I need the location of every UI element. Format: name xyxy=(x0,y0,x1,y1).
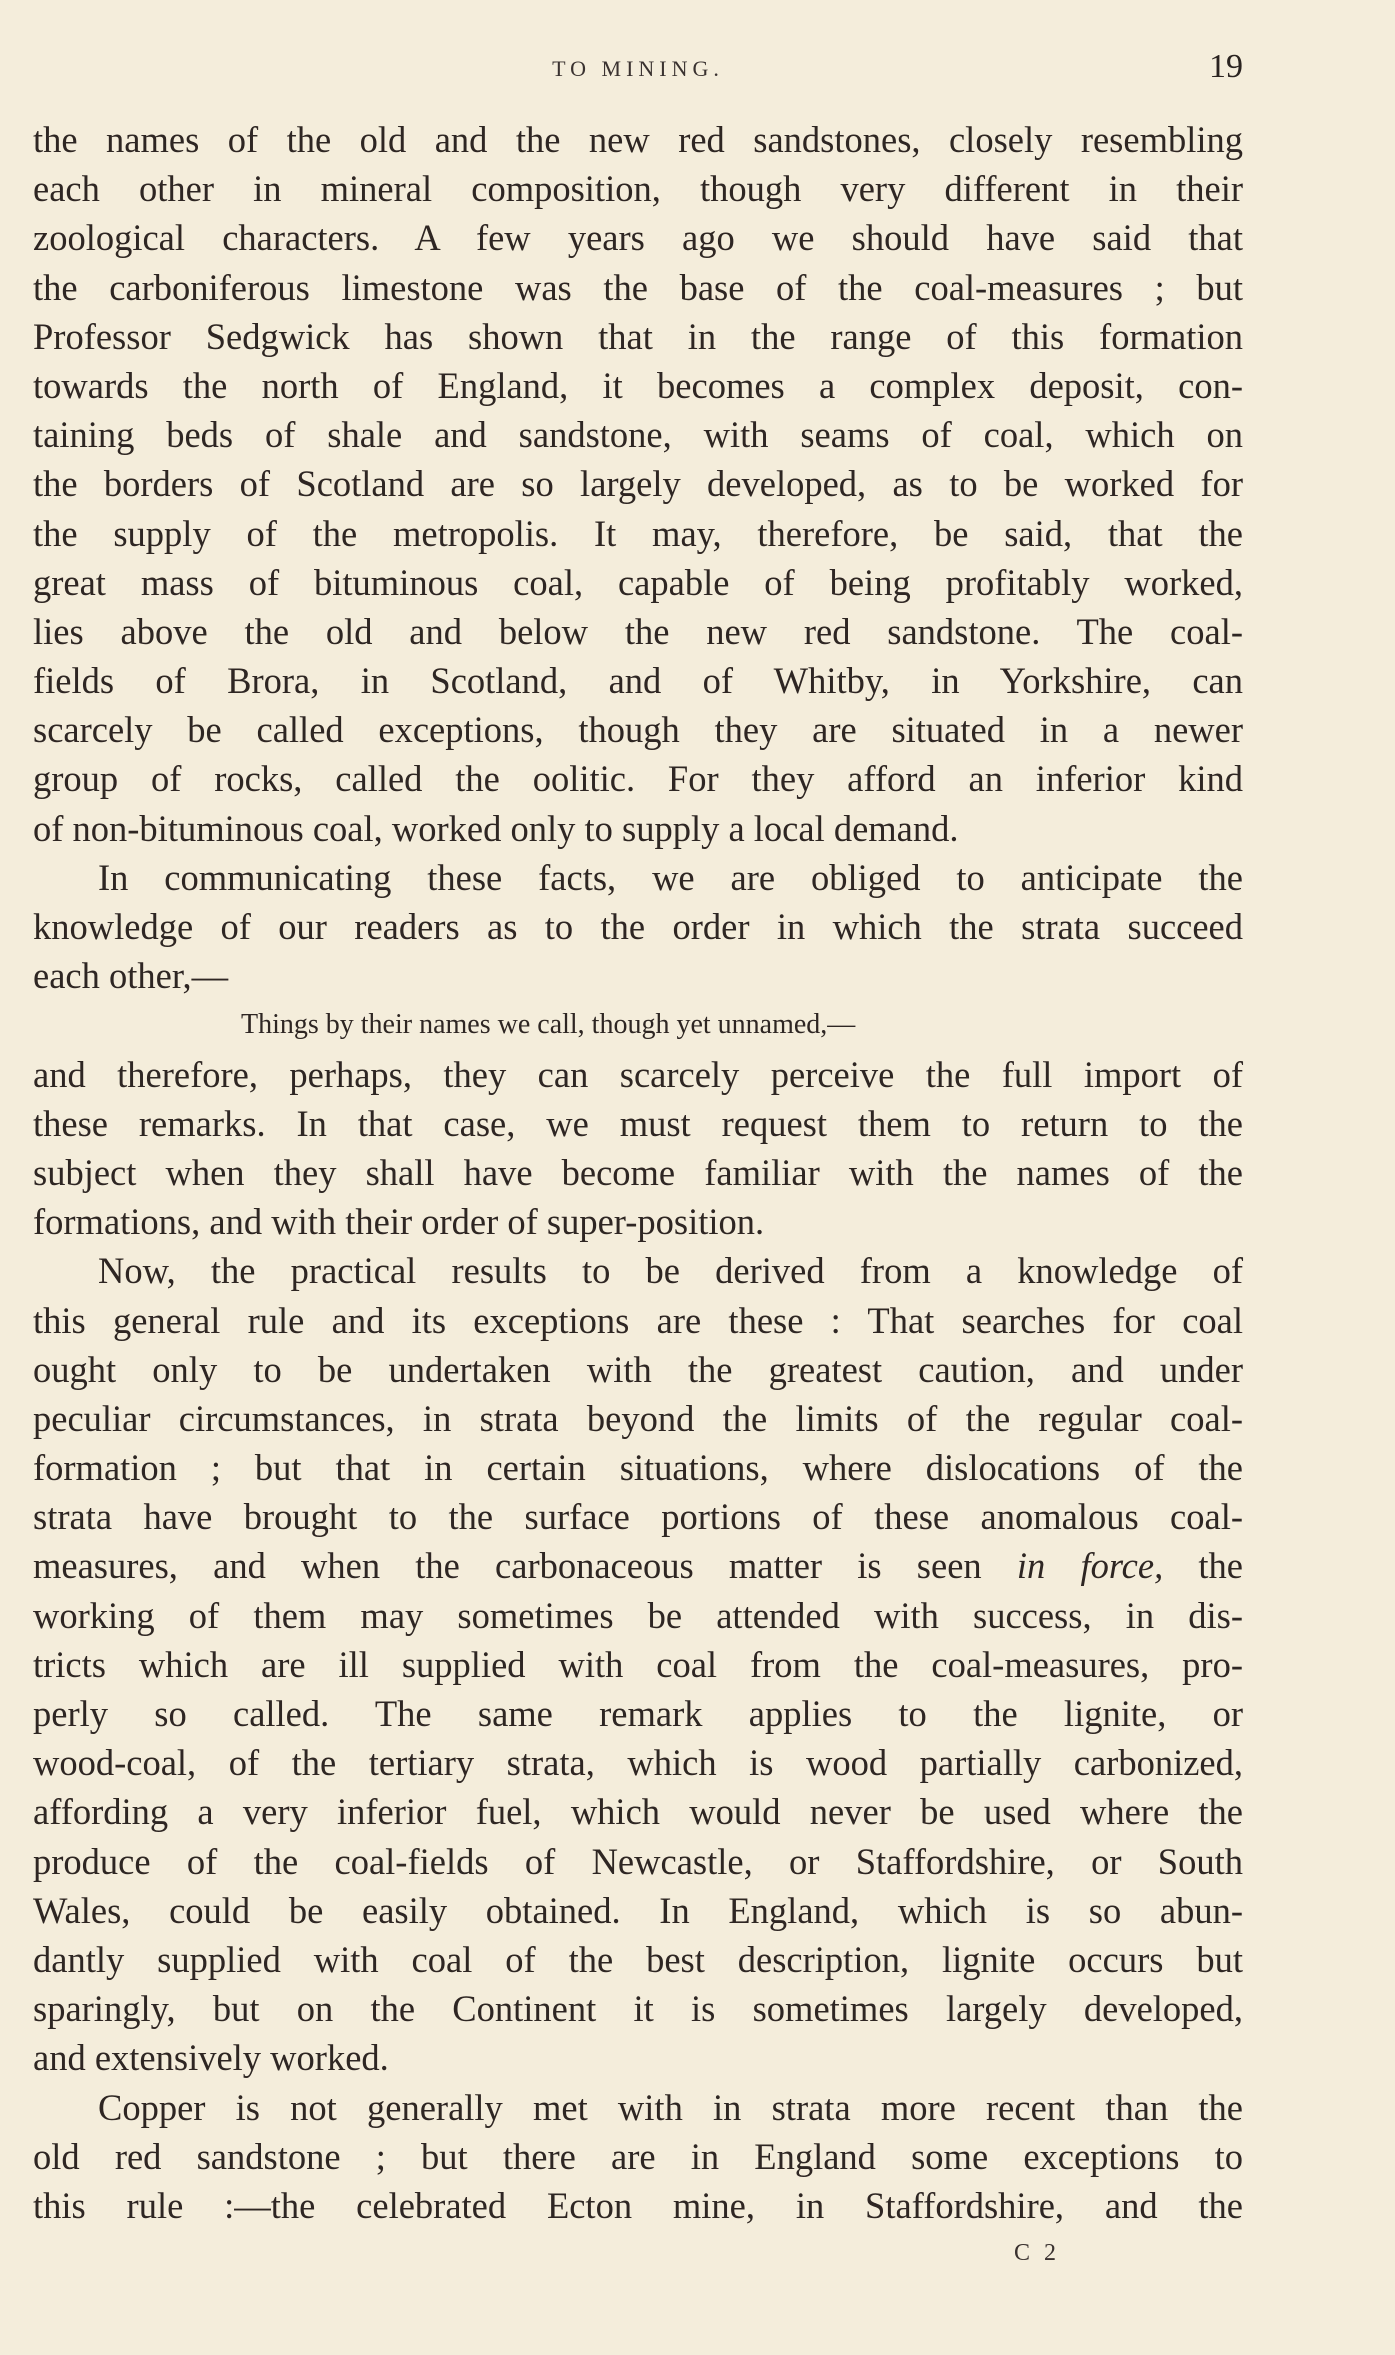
text-line: sparingly, but on the Continent it is sometimes largely developed, xyxy=(33,1988,1243,2030)
text-line: old red sandstone ; but there are in England some exceptions to xyxy=(33,2135,1243,2177)
text-line: and therefore, perhaps, they can scarcely perceive the full import of xyxy=(33,1053,1243,1095)
text-line: group of rocks, called the oolitic. For they afford an inferior kind xyxy=(33,758,1243,800)
text-line-with-italic xyxy=(33,1541,1243,1590)
body-text xyxy=(33,115,1243,2230)
text-line: produce of the coal-fields of Newcastle, or Staffordshire, or South xyxy=(33,1840,1243,1882)
running-title: TO MINING. xyxy=(552,56,724,81)
text-line: subject when they shall have become familiar with the names of the xyxy=(33,1151,1243,1193)
text-line: formation ; but that in certain situations, where dislocations of the xyxy=(33,1447,1243,1489)
text-line: each other in mineral composition, though very different in their xyxy=(33,168,1243,210)
text-line: dantly supplied with coal of the best description, lignite occurs but xyxy=(33,1938,1243,1980)
text-line: towards the north of England, it becomes a complex deposit, con- xyxy=(33,364,1243,406)
text-line: the names of the old and the new red sandstones, closely resembling xyxy=(33,119,1243,160)
text-line: Copper is not generally met with in strata more recent than the xyxy=(98,2086,1243,2128)
text-line: the supply of the metropolis. It may, therefore, be said, that the xyxy=(33,512,1243,554)
text-line: Now, the practical results to be derived from a knowledge of xyxy=(98,1250,1243,1292)
text-line: each other,— xyxy=(33,955,229,997)
text-line: working of them may sometimes be attended with success, in dis- xyxy=(33,1594,1243,1636)
text-line: taining beds of shale and sandstone, with seams of coal, which on xyxy=(33,414,1243,456)
text-line: lies above the old and below the new red sandstone. The coal- xyxy=(33,610,1243,652)
quotation: Things by their names we call, though yet unnamed,— xyxy=(241,1009,856,1041)
page-number: 19 xyxy=(1209,48,1243,85)
text-line: strata have brought to the surface portions of these anomalous coal- xyxy=(33,1496,1243,1538)
text-line: wood-coal, of the tertiary strata, which is wood partially carbonized, xyxy=(33,1742,1243,1784)
text-line: and extensively worked. xyxy=(33,2037,389,2079)
text-line: this rule :—the celebrated Ecton mine, in Staffordshire, and the xyxy=(33,2184,1243,2226)
text-line: the borders of Scotland are so largely developed, as to be worked for xyxy=(33,463,1243,505)
text-line: scarcely be called exceptions, though they are situated in a newer xyxy=(33,709,1243,751)
text-line: ought only to be undertaken with the greatest caution, and under xyxy=(33,1348,1243,1390)
text-line: affording a very inferior fuel, which would never be used where the xyxy=(33,1791,1243,1833)
text-line: In communicating these facts, we are obliged to anticipate the xyxy=(98,856,1243,898)
text-line: great mass of bituminous coal, capable of being profitably worked, xyxy=(33,561,1243,603)
text-line: the carboniferous limestone was the base of the coal-measures ; but xyxy=(33,266,1243,308)
text-line: knowledge of our readers as to the order in which the strata succeed xyxy=(33,906,1243,947)
text-line: tricts which are ill supplied with coal from the coal-measures, pro- xyxy=(33,1643,1243,1685)
text-run: measures, and when the carbonaceous matter is seen xyxy=(33,1545,1017,1587)
text-line: peculiar circumstances, in strata beyond the limits of the regular coal- xyxy=(33,1397,1243,1439)
text-line: Wales, could be easily obtained. In England, which is so abun- xyxy=(33,1889,1243,1931)
text-line: these remarks. In that case, we must request them to return to the xyxy=(33,1102,1243,1144)
text-line: Professor Sedgwick has shown that in the range of this formation xyxy=(33,315,1243,357)
text-line: fields of Brora, in Scotland, and of Whitby, in Yorkshire, can xyxy=(33,660,1243,702)
text-run: the xyxy=(1163,1545,1244,1587)
text-line: this general rule and its exceptions are these : That searches for coal xyxy=(33,1299,1243,1341)
text-line: perly so called. The same remark applies to the lignite, or xyxy=(33,1693,1243,1734)
italic-phrase: in force, xyxy=(1016,1545,1164,1587)
text-line: formations, and with their order of super-position. xyxy=(33,1201,765,1243)
running-head xyxy=(33,48,1243,88)
signature-mark: C 2 xyxy=(1014,2240,1061,2266)
text-line: of non-bituminous coal, worked only to supply a local demand. xyxy=(33,807,959,849)
text-line: zoological characters. A few years ago we should have said that xyxy=(33,217,1243,259)
